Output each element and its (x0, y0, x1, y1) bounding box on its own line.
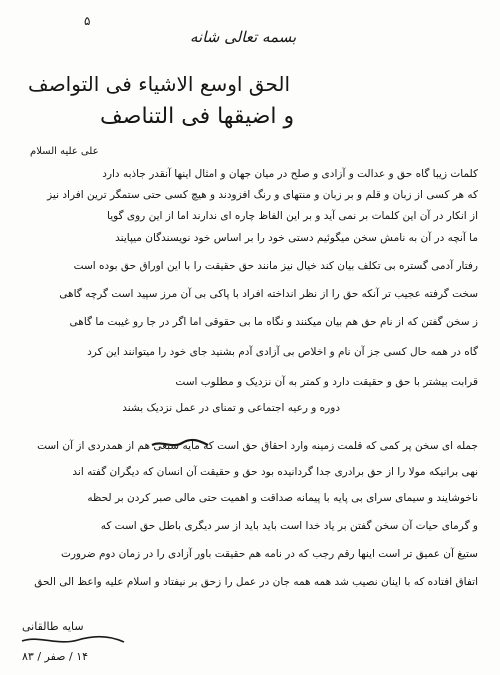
body-line-4: ما آنچه در آن به نامش سخن میگوئیم دستی خود را بر اساس خود نویسندگان میپایند (115, 232, 478, 244)
body-line-3: از انکار در آن این کلمات بر نمی آید و بر این الفاظ چاره ای ندارند اما از این روی گویا (107, 210, 478, 222)
basmala-heading: بسمه تعالی شانه (190, 28, 297, 46)
body-line-10: دوره و رعیه اجتماعی و تمنای در عمل نزدیک بشند (122, 402, 340, 414)
letter-date: ۱۴ / صفر / ۸۳ (22, 650, 89, 663)
body-line-1: کلمات زیبا گاه حق و عدالت و آزادی و صلح در میان جهان و امثال اینها آنقدر جاذبه دارد (102, 168, 478, 180)
epigraph-attribution: علی علیه السلام (30, 146, 99, 157)
body-line-7: ز سخن گفتن که از نام حق هم بیان میکنند و نگاه ما بی حقوقی اما اگر در جا رو غیبت ما گاهی (69, 316, 478, 328)
strikethrough-mark (150, 436, 210, 452)
signature-name: سایه طالقانی (22, 620, 84, 633)
body-line-6: سخت گرفته عجیب تر آنکه حق را از نظر انداخته افراد با پاکی بی آن مرز سپید است گرچه گاهی (59, 288, 478, 300)
body-line-11: جمله ای سخن پر کمی که قلمت زمینه وارد احقاق حق است که مایه سبعی هم از همدردی از آن است (37, 440, 478, 452)
body-line-16: اتفاق افتاده که با اینان نصیب شد همه همه جان در عمل را زحق بر نیفتاد و اسلام علیه واعظ الی الحق (34, 576, 478, 588)
epigraph-line-1: الحق اوسع الاشیاء فی التواصف (28, 72, 291, 96)
body-line-5: رفتار آدمی گستره بی تکلف بیان کند خیال نیز مانند حق حقیقت را با این اوراق حق بوده است (73, 260, 478, 272)
body-line-2: که هر کسی از زبان و قلم و بر زبان و منتهای و رنگ افزودند و هیچ کسی حتی ستمگر ترین افراد نیز (47, 189, 478, 201)
body-line-9: قرابت بیشتر با حق و حقیقت دارد و کمتر به آن نزدیک و مطلوب است (175, 376, 478, 388)
body-line-13: ناخوشایند و سیمای سرای بی پایه با پیمانه صداقت و اهمیت حتی مالی صبر کردن بر لحظه (87, 492, 478, 504)
body-line-14: و گرمای حیات آن سخن گفتن بر یاد خدا است باید باید از سر دیگری باطل حق است که (100, 520, 478, 532)
body-line-8: گاه در همه حال کسی جز آن نام و اخلاص بی آزادی آدم بشنید جای خود را میتوانند این کرد (87, 346, 478, 358)
page-number: ۵ (84, 14, 91, 28)
signature-flourish (18, 633, 128, 647)
body-line-15: ستیغ آن عمیق تر است اینها رقم رجب که در نامه هم حقیقت باور آزادی را در زمان دوم ضرورت (60, 548, 478, 560)
body-line-12: نهی برانیکه مولا را از حق برادری جدا گردانیده بود حق و حقیقت آن انسان که دیگران گفته اند (72, 466, 478, 478)
epigraph-line-2: و اضیقها فی التناصف (100, 104, 295, 129)
